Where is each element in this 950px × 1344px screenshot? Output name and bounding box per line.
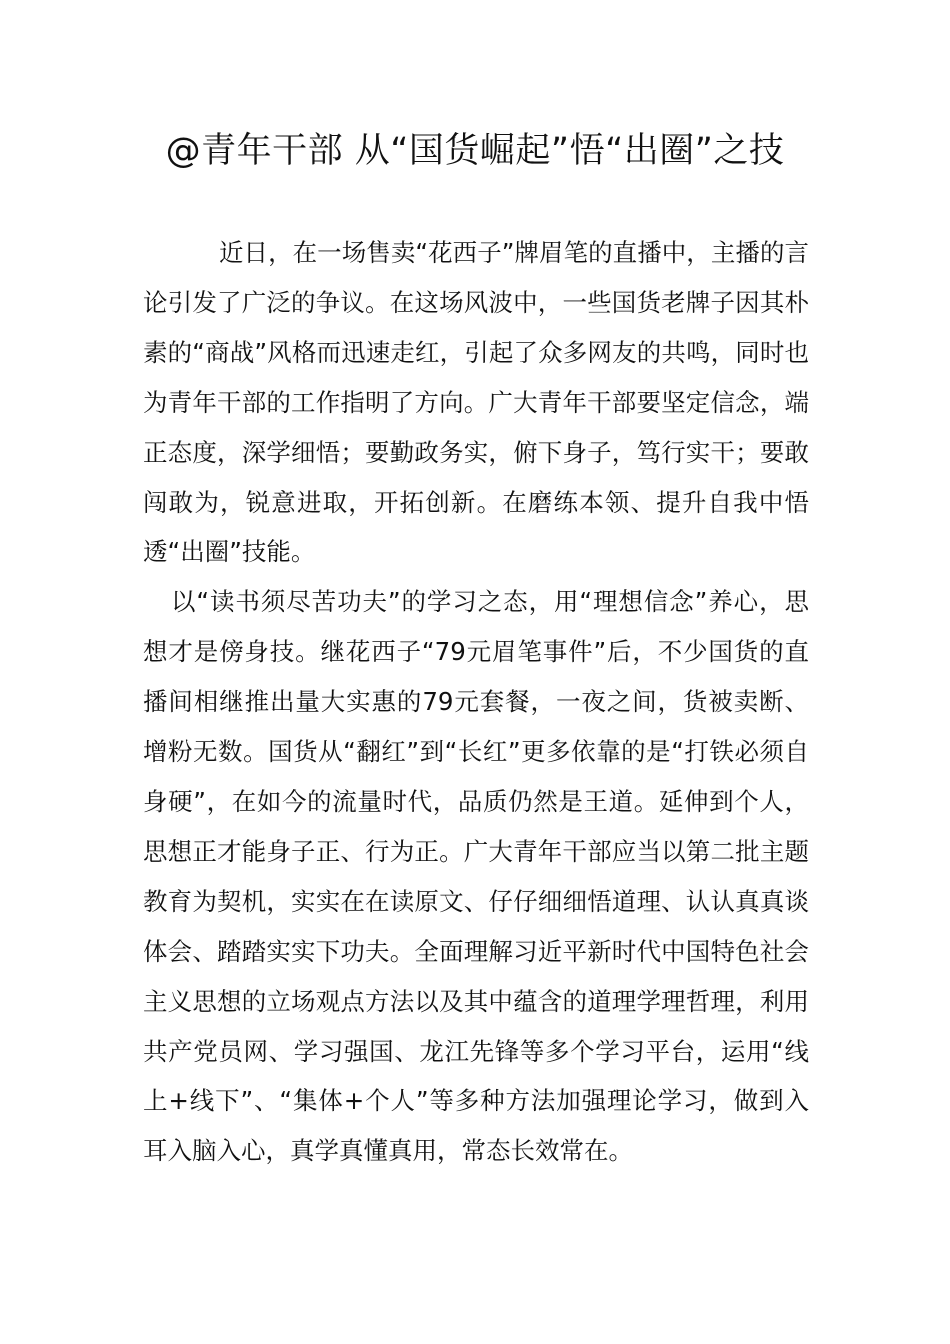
document-title: @青年干部 从“国货崛起”悟“出圈”之技	[165, 131, 785, 171]
document-body	[143, 228, 809, 1176]
paragraph-intro: 近日，在一场售卖“花西子”牌眉笔的直播中，主播的言论引发了广泛的争议。在这场风波中，一些国货老牌子因其朴素的“商战”风格而迅速走红，引起了众多网友的共鸣，同时也为青年干部的工作指明了方向。广大青年干部要坚定信念，端正态度，深学细悟；要勤政务实，俯下身子，笃行实干；要敢闯敢为，锐意进取，开拓创新。在磨练本领、提升自我中悟透“出圈”技能。	[143, 238, 809, 567]
paragraph-study: 以“读书须尽苦功夫”的学习之态，用“理想信念”养心，思想才是傍身技。继花西子“79元眉笔事件”后，不少国货的直播间相继推出量大实惠的79元套餐，一夜之间，货被卖断、增粉无数。国货从“翻红”到“长红”更多依靠的是“打铁必须自身硬”，在如今的流量时代，品质仍然是王道。延伸到个人，思想正才能身子正、行为正。广大青年干部应当以第二批主题教育为契机，实实在在读原文、仔仔细细悟道理、认认真真谈体会、踏踏实实下功夫。全面理解习近平新时代中国特色社会主义思想的立场观点方法以及其中蕴含的道理学理哲理，利用共产党员网、学习强国、龙江先锋等多个学习平台，运用“线上+线下”、“集体+个人”等多种方法加强理论学习，做到入耳入脑入心，真学真懂真用，常态长效常在。	[143, 587, 809, 1166]
